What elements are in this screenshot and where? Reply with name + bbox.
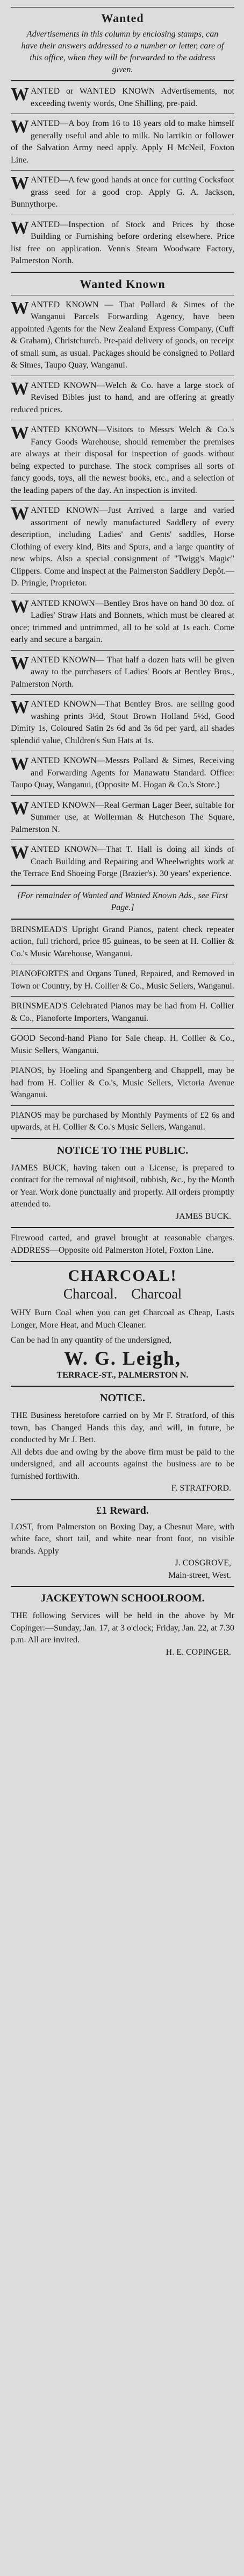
divider (11, 1138, 234, 1139)
drop-cap: W (11, 798, 29, 818)
notice-public-body: JAMES BUCK, having taken out a License, is prepared to contract for the removal of nightsoil, rubbish, &c., by the Month or Year. Work done punctually and properly. All orders promptly attended to. (11, 1163, 234, 1209)
wanted-known-header: Wanted Known (80, 277, 166, 291)
divider (11, 795, 234, 796)
ads2-item (11, 800, 234, 836)
drop-cap: W (11, 378, 29, 399)
charcoal-name: W. G. Leigh, (64, 1347, 181, 1369)
drop-cap: W (11, 298, 29, 318)
charcoal-body1: WHY Burn Coal when you can get Charcoal as Cheap, Lasts Longer, More Heat, and Much Cleaner. (11, 1308, 234, 1330)
wanted-header: Wanted (101, 11, 144, 25)
drop-cap: W (11, 754, 29, 774)
ad-text: ANTED KNOWN—Just Arrived a large and varied assortment of newly manufactured Saddlery of every description, including Ladies' and Gents' saddles, Horse Clothing of every kind, Bits and Spurs, and a large quantity of new whips. Also a special consignment of "Twigg's Magic" Clippers. Come and inspect at the Palmerston Saddlery Depôt.—D. Pringle, Proprietor. (11, 506, 234, 588)
ads2-item (11, 698, 234, 747)
ad-text: ANTED KNOWN—Bentley Bros have on hand 30 doz. of Ladies' Straw Hats and Bonnets, which must be cleared at once; trimmed and untrimmed, all to be sold at 1s each. Come early and secure a bargain. (11, 598, 234, 644)
divider (11, 80, 234, 81)
ads2-item (11, 299, 234, 372)
drop-cap: W (11, 843, 29, 863)
ads2-item (11, 654, 234, 691)
remainder-note: [For remainder of Wanted and Wanted Known Ads., see First Page.] (17, 891, 228, 912)
ad-text: GOOD Second-hand Piano for Sale cheap. H. Collier & Co., Music Sellers, Wanganui. (11, 1034, 234, 1055)
music-item (11, 924, 234, 961)
divider (11, 500, 234, 501)
ads-item (11, 86, 234, 110)
school-sig: H. E. COPINGER. (166, 1647, 231, 1657)
firewood-body: Firewood carted, and gravel brought at reasonable charges. ADDRESS—Opposite old Palmerston Hotel, Foxton Line. (11, 1233, 234, 1255)
music-item (11, 968, 234, 992)
reward-title: £1 Reward. (96, 1504, 149, 1516)
notice-public-sig: JAMES BUCK. (175, 1211, 231, 1221)
ads2-item (11, 598, 234, 646)
divider (11, 996, 234, 997)
divider (11, 1227, 234, 1228)
drop-cap: W (11, 217, 29, 238)
music-item (11, 1000, 234, 1025)
drop-cap: W (11, 173, 29, 193)
drop-cap: W (11, 697, 29, 717)
divider (11, 170, 234, 171)
ad-text: ANTED KNOWN—That T. Hall is doing all kinds of Coach Building and Repairing and Wheelwrights work at the Terrace End Shoeing Forge (Brazier's). 30 years' experience. (11, 845, 234, 878)
divider (11, 1028, 234, 1029)
ad-text: PIANOS, by Hoeling and Spangenberg and Chappell, may be had from H. Collier & Co.'s, Music Sellers, Victoria Avenue Wanganui. (11, 1066, 234, 1099)
drop-cap: W (11, 423, 29, 443)
ad-text: ANTED KNOWN—Welch & Co. have a large stock of Revised Bibles just to hand, and are offering at greatly reduced prices. (11, 380, 234, 414)
ads-item (11, 174, 234, 211)
divider (11, 650, 234, 651)
school-body: THE following Services will be held in the above by Mr Copinger:—Sunday, Jan. 17, at 3 o'clock; Friday, Jan. 22, at 7.30 p.m. All are invited. (11, 1611, 234, 1645)
ads-item (11, 219, 234, 267)
drop-cap: W (11, 653, 29, 673)
divider (11, 1261, 234, 1262)
ads2-item (11, 755, 234, 792)
divider (11, 839, 234, 840)
drop-cap: W (11, 596, 29, 617)
ad-text: ANTED KNOWN— That half a dozen hats will be given away to the purchasers of Ladies' Boots at Bentley Bros., Palmerston North. (11, 655, 234, 689)
charcoal-body2: Can be had in any quantity of the undersigned, (11, 1336, 172, 1345)
school-title: JACKEYTOWN SCHOOLROOM. (40, 1592, 205, 1604)
ads2-item (11, 424, 234, 497)
ad-text: PIANOFORTES and Organs Tuned, Repaired, and Removed in Town or Country, by H. Collier & Co., Music Sellers, Wanganui. (11, 969, 234, 991)
notice2-title: NOTICE. (100, 1392, 145, 1404)
drop-cap: W (11, 117, 29, 137)
reward-sig: J. COSGROVE, (175, 1558, 231, 1568)
ad-text: ANTED—A boy from 16 to 18 years old to make himself generally useful and able to milk. No larrikin or follower of the Salvation Army need apply. Apply H McNeil, Foxton Line. (11, 119, 234, 165)
notice2-sig: F. STRATFORD. (171, 1484, 231, 1493)
ad-text: BRINSMEAD'S Celebrated Pianos may be had from H. Collier & Co., Pianoforte Importers, Wanganui. (11, 1001, 234, 1023)
ad-text: ANTED KNOWN — That Pollard & Simes of the Wanganui Parcels Forwarding Agency, have been appointed Agents for the New Zealand Express Company, (Cuff & Graham), Christchurch. Pre-paid delivery of goods, on receipt of small sum, as usual. Packages should be consigned to Pollard & Simes, Taupo Quay, Wanganui. (11, 300, 234, 370)
drop-cap: W (11, 84, 29, 104)
charcoal-title: CHARCOAL! (68, 1267, 177, 1285)
ad-text: ANTED KNOWN—Visitors to Messrs Welch & Co.'s Fancy Goods Warehouse, should remember the premises are always at their disposal for inspection of goods without being expected to purchase. The stock comprises all sorts of fancy goods, toys, all the newest books, etc., and a selection of the leading papers of the day. An inspection is invited. (11, 425, 234, 495)
drop-cap: W (11, 504, 29, 524)
ad-text: ANTED KNOWN—Messrs Pollard & Simes, Receiving and Forwarding Agents for Manawatu Standard. Office: Taupo Quay, Wanganui, (Opposite M. Hogan & Co.'s Store.) (11, 756, 234, 789)
charcoal-sub: Charcoal. Charcoal (63, 1286, 182, 1302)
notice2-body: THE Business heretofore carried on by Mr F. Stratford, of this town, has Changed Hands this day, and will, in future, be conducted by Mr J. Bett. (11, 1411, 234, 1444)
divider (11, 885, 234, 886)
divider (11, 1105, 234, 1106)
notice2-body2: All debts due and owing by the above firm must be paid to the undersigned, and all accounts against the business are to be furnished forthwith. (11, 1447, 234, 1481)
wanted-notice: Advertisements in this column by enclosing stamps, can have their answers addressed to a number or letter, care of this office, when they will be forwarded to the address given. (21, 30, 224, 74)
ad-text: ANTED—Inspection of Stock and Prices by those Building or Furnishing before ordering elsewhere. Price list free on application. Venn's Steam Woodware Factory, Palmerston North. (11, 220, 234, 265)
ad-text: BRINSMEAD'S Upright Grand Pianos, patent check repeater action, full trichord, price 85 guineas, to be seen at H. Collier & Co.'s Music Warehouse, Wanganui. (11, 924, 234, 958)
ads2-item (11, 380, 234, 417)
divider (11, 919, 234, 920)
reward-body: LOST, from Palmerston on Boxing Day, a Chesnut Mare, with white face, short tail, and white near front foot, no visible brands. Apply (11, 1522, 234, 1556)
divider (11, 1586, 234, 1587)
ad-text: PIANOS may be purchased by Monthly Payments of £2 6s and upwards, at H. Collier & Co.'s Music Sellers, Wanganui. (11, 1110, 234, 1132)
top-rule (11, 7, 234, 8)
charcoal-addr: TERRACE-ST., PALMERSTON N. (56, 1370, 189, 1380)
divider (11, 272, 234, 273)
ad-text: ANTED KNOWN—Real German Lager Beer, suitable for Summer use, at Wollerman & Hutcheson The Square, Palmerston N. (11, 800, 234, 834)
ads-item (11, 118, 234, 166)
ad-text: ANTED KNOWN—That Bentley Bros. are selling good washing prints 3½d, Stout Brown Holland 5½d, Good Dimity 1s, Coloured Satin 2s 6d and 3s 6d per yard, all shades splendid value, Children's Sun Hats at 1s. (11, 700, 234, 745)
ads2-item (11, 505, 234, 590)
music-item (11, 1065, 234, 1102)
music-item (11, 1033, 234, 1057)
divider (11, 694, 234, 695)
ad-text: ANTED—A few good hands at once for cutting Cocksfoot grass seed for a good crop. Apply G. A. Jackson, Bunnythorpe. (11, 175, 234, 209)
ads2-item (11, 844, 234, 880)
divider (11, 1386, 234, 1387)
reward-sig2: Main-street, West. (168, 1570, 231, 1580)
notice-public-title: NOTICE TO THE PUBLIC. (56, 1144, 189, 1156)
divider (11, 1499, 234, 1500)
music-item (11, 1110, 234, 1134)
ad-text: ANTED or WANTED KNOWN Advertisements, not exceeding twenty words, One Shilling, pre-paid. (31, 87, 234, 108)
